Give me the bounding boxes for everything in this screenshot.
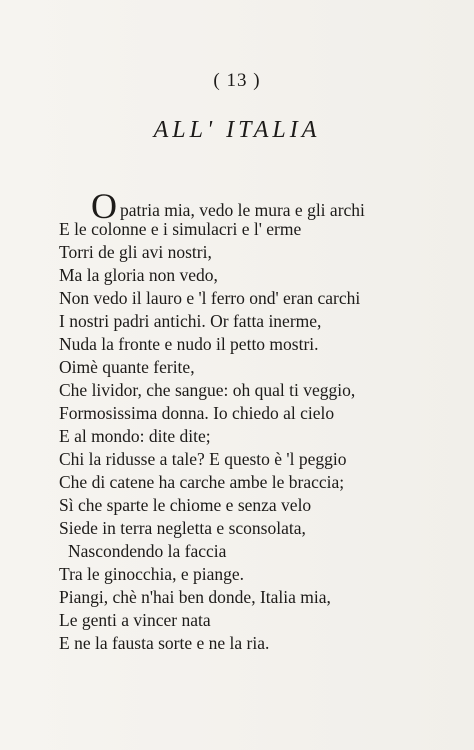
- drop-cap: O: [91, 186, 117, 226]
- poem-line: E al mondo: dite dite;: [59, 426, 211, 446]
- poem-line: Piangi, chè n'hai ben donde, Italia mia,: [59, 587, 331, 607]
- poem-line: Siede in terra negletta e sconsolata,: [59, 518, 306, 538]
- poem-body: [59, 186, 419, 655]
- poem-line: Le genti a vincer nata: [59, 610, 211, 630]
- poem-line: Nascondendo la faccia: [68, 541, 227, 561]
- poem-line: E le colonne e i simulacri e l' erme: [59, 219, 302, 239]
- poem-line: Sì che sparte le chiome e senza velo: [59, 495, 312, 515]
- poem-line: Formosissima donna. Io chiedo al cielo: [59, 403, 335, 423]
- first-line-text: patria mia, vedo le mura e gli archi: [120, 200, 365, 220]
- poem-line: Che lividor, che sangue: oh qual ti veggio,: [59, 380, 356, 400]
- poem-line: Oimè quante ferite,: [59, 357, 195, 377]
- poem-line: Torri de gli avi nostri,: [59, 242, 212, 262]
- poem-line: E ne la fausta sorte e ne la ria.: [59, 633, 270, 653]
- poem-line: Tra le ginocchia, e piange.: [59, 564, 244, 584]
- page-number: ( 13 ): [213, 70, 261, 91]
- poem-line: Ma la gloria non vedo,: [59, 265, 218, 285]
- poem-line: Nuda la fronte e nudo il petto mostri.: [59, 334, 319, 354]
- poem-line: Chi la ridusse a tale? E questo è 'l peggio: [59, 449, 347, 469]
- poem-line: Che di catene ha carche ambe le braccia;: [59, 472, 345, 492]
- poem-line-1: [59, 186, 419, 226]
- poem-line: I nostri padri antichi. Or fatta inerme,: [59, 311, 322, 331]
- poem-title: ALL' ITALIA: [153, 117, 321, 143]
- poem-line: Non vedo il lauro e 'l ferro ond' eran carchi: [59, 288, 361, 308]
